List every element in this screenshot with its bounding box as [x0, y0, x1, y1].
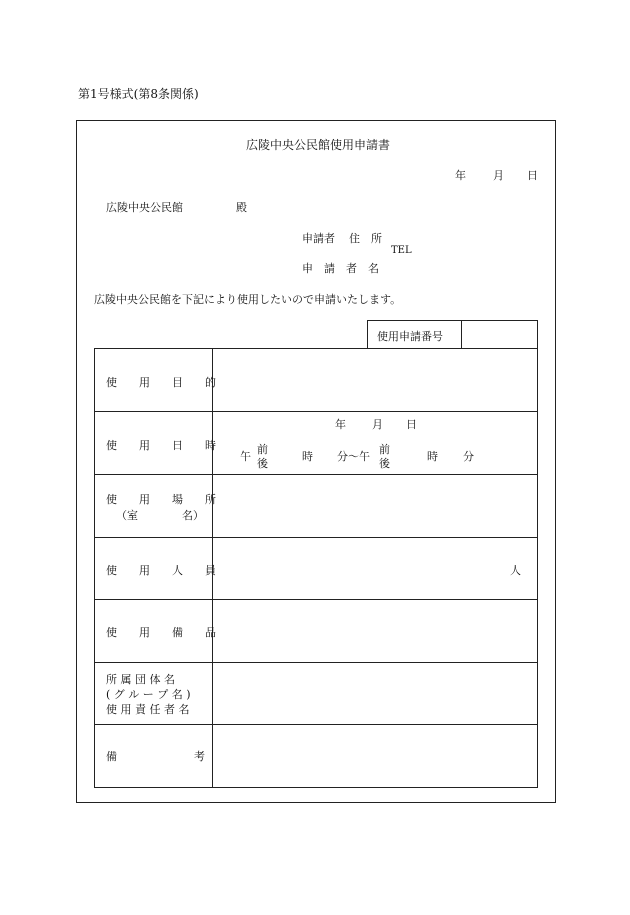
- date-year-label: 年: [455, 169, 466, 182]
- form-title: 広陵中央公民館使用申請書: [246, 138, 391, 152]
- label-group-name: 所 属 団 体 名: [106, 673, 175, 686]
- row-divider-1: [94, 411, 538, 412]
- datetime-am-pm-1: 午: [240, 450, 251, 463]
- application-number-field[interactable]: [463, 322, 536, 348]
- datetime-day-label: 日: [406, 418, 417, 431]
- label-room-name: （室 名）: [116, 509, 204, 522]
- row-divider-5: [94, 662, 538, 663]
- label-people: 使 用 人 員: [106, 564, 216, 577]
- applicant-address-label: 住 所: [349, 232, 382, 245]
- purpose-field[interactable]: [214, 350, 536, 410]
- date-day-label: 日: [527, 169, 538, 182]
- notes-field[interactable]: [214, 726, 536, 786]
- addressee-name: 広陵中央公民館: [106, 201, 183, 214]
- application-number-label: 使用申請番号: [377, 330, 443, 343]
- label-equipment: 使 用 備 品: [106, 626, 216, 639]
- place-field[interactable]: [214, 476, 536, 536]
- datetime-hour-1: 時: [302, 450, 313, 463]
- datetime-hour-2: 時: [427, 450, 438, 463]
- datetime-month-label: 月: [372, 418, 383, 431]
- label-place: 使 用 場 所: [106, 493, 216, 506]
- application-statement: 広陵中央公民館を下記により使用したいので申請いたします。: [94, 293, 402, 306]
- table-right-line: [537, 348, 538, 788]
- label-purpose: 使 用 目 的: [106, 376, 216, 389]
- applicant-prefix: 申請者: [302, 232, 335, 245]
- date-month-label: 月: [493, 169, 504, 182]
- form-number: 第1号様式(第8条関係): [78, 87, 199, 101]
- applicant-name-label: 申 請 者 名: [302, 262, 379, 275]
- label-notes: 備 考: [106, 750, 205, 763]
- label-datetime: 使 用 日 時: [106, 439, 216, 452]
- row-divider-4: [94, 599, 538, 600]
- label-responsible-person: 使 用 責 任 者 名: [106, 703, 190, 716]
- datetime-go-2: 後: [379, 457, 390, 470]
- row-divider-6: [94, 724, 538, 725]
- table-left-line: [94, 348, 95, 788]
- group-field[interactable]: [214, 664, 536, 723]
- label-group-name-alt: ( グ ル ー プ 名 ): [106, 688, 191, 701]
- addressee-honorific: 殿: [236, 201, 247, 214]
- appnum-divider: [461, 320, 462, 349]
- table-top-line: [94, 348, 538, 349]
- datetime-zen-2: 前: [379, 443, 390, 456]
- people-field[interactable]: [214, 539, 504, 598]
- datetime-year-label: 年: [335, 418, 346, 431]
- people-unit: 人: [510, 564, 521, 577]
- datetime-min-to: 分〜午: [337, 450, 370, 463]
- equipment-field[interactable]: [214, 601, 536, 661]
- appnum-top-line: [367, 320, 538, 321]
- applicant-tel-label: TEL: [391, 245, 412, 256]
- appnum-left-line: [367, 320, 368, 349]
- datetime-go-1: 後: [257, 457, 268, 470]
- row-divider-2: [94, 474, 538, 475]
- table-bottom-line: [94, 787, 538, 788]
- datetime-zen-1: 前: [257, 443, 268, 456]
- appnum-right-line: [537, 320, 538, 349]
- row-divider-3: [94, 537, 538, 538]
- datetime-min-2: 分: [463, 450, 474, 463]
